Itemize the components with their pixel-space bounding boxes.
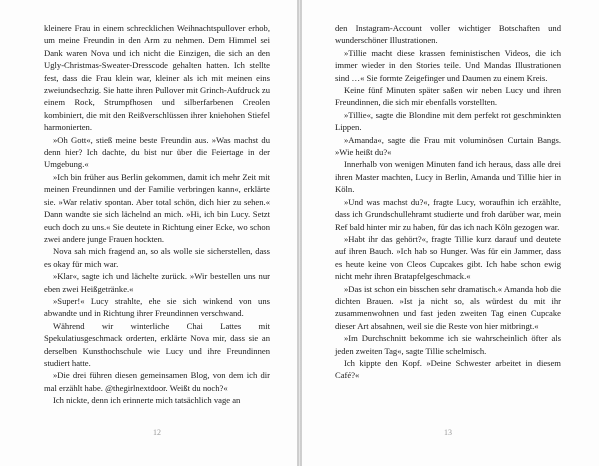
paragraph: »Klar«, sagte ich und lächelte zurück. »Wir bestellen uns nur eben zwei Heißgetränke.«	[44, 271, 270, 294]
paragraph: Keine fünf Minuten später saßen wir neben Lucy und ihren Freundinnen, die sich mir ebenfalls vorstellten.	[335, 85, 561, 108]
paragraph: den Instagram-Account voller wichtiger Botschaften und wunderschöner Illustrationen.	[335, 23, 561, 46]
paragraph: Innerhalb von wenigen Minuten fand ich heraus, dass alle drei ihren Master machten, Lucy in Berlin, Amanda und Tillie hier in Köln.	[335, 159, 561, 195]
paragraph: Ich nickte, denn ich erinnerte mich tatsächlich vage an	[53, 395, 241, 406]
paragraph: »Im Durchschnitt bekomme ich sie wahrscheinlich öfter als jeden zweiten Tag«, sagte Tillie schelmisch.	[335, 333, 561, 356]
paragraph: Nova sah mich fragend an, so als wolle sie sicherstellen, dass es okay für mich war.	[44, 246, 270, 269]
right-page-text	[335, 22, 561, 382]
paragraph: kleinere Frau in einem schrecklichen Weihnachtspullover erhob, um meine Freundin in den Arm zu nehmen. Dem Himmel sei Dank waren Nova und ich nicht die Einzigen, die sich an den Ugly-Christmas-Sweater-Dresscode gehalten hatten. Ich stellte fest, dass die Frau klein war, kleiner als ich mit meinen eins zweiundsechzig. Sie hatte ihren Pullover mit Grinch-Aufdruck zu einem Rock, Strumpfhosen und silberfarbenen Creolen kombiniert, die mit den Reißverschlüssen ihrer kniehohen Stiefel harmonierten.	[44, 23, 270, 133]
paragraph: »Ich bin früher aus Berlin gekommen, damit ich mehr Zeit mit meinen Freundinnen und der Familie verbringen kann«, erklärte sie. »War relativ spontan. Aber total schön, dich hier zu sehen.« Dann wandte sie sich lächelnd an mich. »Hi, ich bin Lucy. Setzt euch doch zu uns.« Sie deutete in Richtung einer Ecke, wo schon zwei andere junge Frauen hockten.	[44, 171, 270, 244]
paragraph: »Tillie macht diese krassen feministischen Videos, die ich immer wieder in den Stories teile. Und Mandas Illustrationen sind …« Sie formte Zeigefinger und Daumen zu einem Kreis.	[335, 47, 561, 83]
paragraph: »Habt ihr das gehört?«, fragte Tillie kurz darauf und deutete auf ihren Bauch. »Ich hab so Hunger. Was für ein Jammer, dass es heute keine von Cleos Cupcakes gibt. Ich habe schon ewig nicht mehr ihren Bratapfelgeschmack.«	[335, 233, 561, 282]
page-number: 13	[444, 428, 452, 437]
paragraph: »Oh Gott«, stieß meine beste Freundin aus. »Was machst du denn hier? Ich dachte, du bist nur über die Feiertage in der Umgebung.«	[44, 134, 270, 170]
right-page	[301, 0, 599, 466]
paragraph: »Super!« Lucy strahlte, ehe sie sich winkend von uns abwandte und in Richtung ihrer Freundinnen verschwand.	[44, 295, 270, 319]
paragraph: »Und was machst du?«, fragte Lucy, woraufhin ich erzählte, dass ich Grundschullehramt studierte und froh darüber war, mein Ref bald hinter mir zu haben, für das ich nach Köln gezogen war.	[335, 196, 561, 232]
left-page-text	[44, 22, 270, 407]
paragraph: »Die drei führen diesen gemeinsamen Blog, von dem ich dir mal erzählt habe. @thegirlnextdoor. Weißt du noch?«	[44, 370, 270, 393]
page-number: 12	[153, 428, 161, 437]
paragraph: Während wir winterliche Chai Lattes mit Spekulatiusgeschmack orderten, erklärte Nova mir, dass sie an derselben Kunsthochschule wie Lucy und ihre Freundinnen studiert hatte.	[44, 320, 270, 368]
paragraph: »Tillie«, sagte die Blondine mit dem perfekt rot geschminkten Lippen.	[335, 109, 561, 133]
left-page	[0, 0, 298, 466]
paragraph: Ich kippte den Kopf. »Deine Schwester arbeitet in diesem Café?«	[335, 357, 561, 381]
paragraph: »Amanda«, sagte die Frau mit voluminösen Curtain Bangs. »Wie heißt du?«	[335, 134, 561, 158]
paragraph: »Das ist schon ein bisschen sehr dramatisch.« Amanda hob die dichten Brauen. »Ist ja nicht so, als würdest du mit ihr zusammenwohnen und fast jeden zweiten Tag einen Cupcake dieser Art absahnen, weil sie die Reste von hier mitbringt.«	[335, 283, 561, 331]
